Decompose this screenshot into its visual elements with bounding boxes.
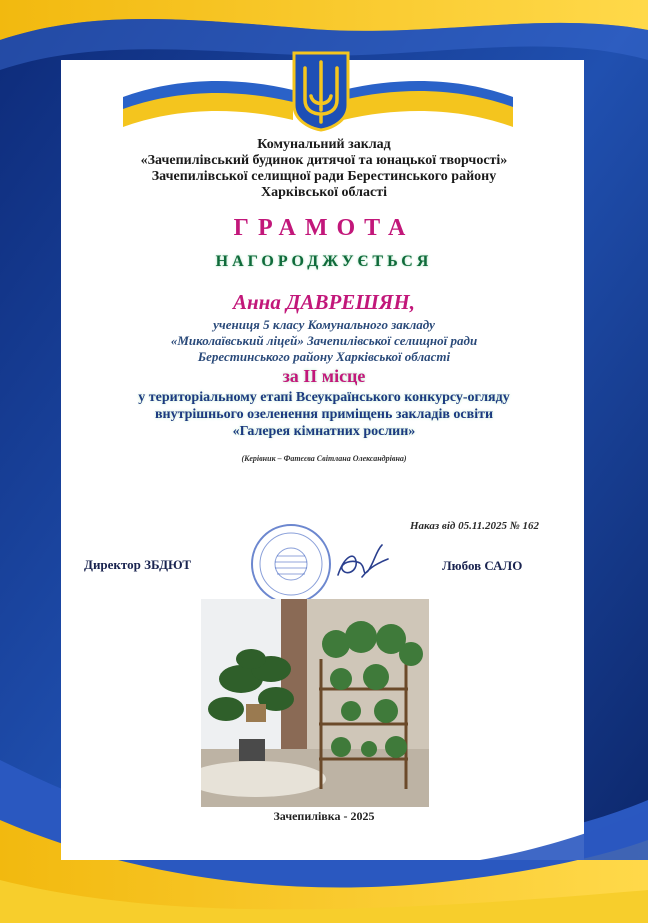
- competition-line-2: внутрішнього озеленення приміщень закладів освіти: [154, 407, 494, 422]
- recipient-info-3: Берестинського району Харківської області: [197, 349, 451, 364]
- institution-line-3: Зачепилівської селищної ради Берестинського району: [151, 169, 497, 184]
- recipient-name: Анна ДАВРЕШЯН,: [233, 290, 415, 314]
- awarded-heading: НАГОРОДЖУЄТЬСЯ: [215, 253, 433, 270]
- competition-line-1: у територіальному етапі Всеукраїнського конкурсу-огляду: [138, 390, 510, 405]
- plant-photo: [201, 599, 429, 807]
- trident-emblem: [291, 50, 351, 132]
- institution-line-2: «Зачепилівський будинок дитячої та юнацької творчості»: [140, 153, 508, 168]
- director-title: Директор ЗБДЮТ: [84, 557, 192, 572]
- leader-note: (Керівник – Фатєєва Світлана Олександрівна): [241, 454, 407, 463]
- order-reference: Наказ від 05.11.2025 № 162: [410, 520, 540, 532]
- competition-line-3: «Галерея кімнатних рослин»: [232, 424, 416, 439]
- institution-line-4: Харківської області: [261, 185, 387, 200]
- recipient-info-2: «Миколаївський ліцей» Зачепилівської селищної ради: [170, 333, 478, 348]
- certificate-title: ГРАМОТА: [233, 215, 415, 241]
- director-name: Любов САЛО: [442, 558, 523, 573]
- award-place: за ІІ місце: [282, 366, 366, 386]
- signature: [332, 537, 392, 585]
- round-seal: [249, 522, 333, 606]
- institution-line-1: Комунальний заклад: [257, 137, 391, 152]
- footer-place-year: Зачепилівка - 2025: [273, 809, 375, 823]
- recipient-info-1: учениця 5 класу Комунального закладу: [213, 317, 435, 332]
